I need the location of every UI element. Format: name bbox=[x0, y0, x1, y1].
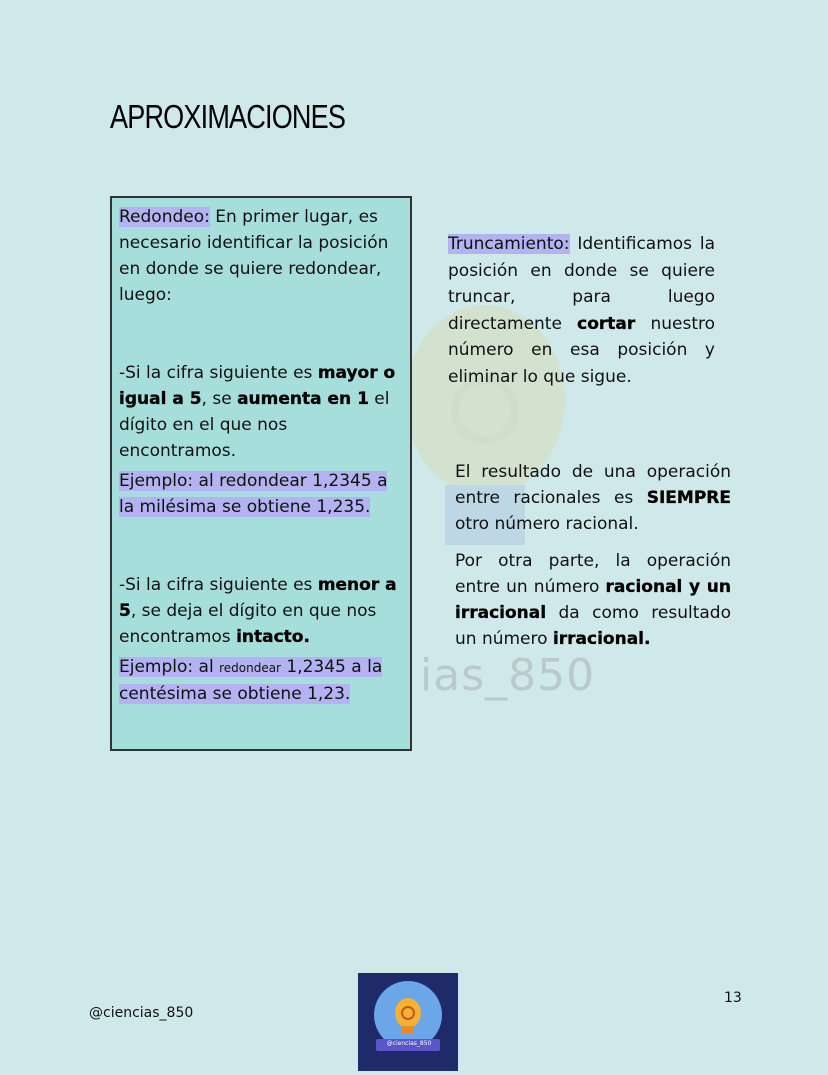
page-number: 13 bbox=[724, 990, 742, 1006]
racionales-text: El resultado de una operación entre racionales es bbox=[455, 462, 731, 508]
truncamiento-paragraph bbox=[448, 231, 715, 390]
rule-text: el dígito en el que nos encontramos. bbox=[119, 389, 390, 461]
example-2-part: Ejemplo: al bbox=[119, 657, 220, 677]
logo bbox=[358, 973, 458, 1071]
racionales-paragraph-2 bbox=[455, 548, 731, 652]
rule-text: -Si la cifra siguiente es bbox=[119, 363, 318, 383]
example-1 bbox=[119, 468, 404, 520]
racionales-bold: SIEMPRE bbox=[646, 488, 731, 508]
rule-bold: intacto. bbox=[236, 627, 310, 647]
example-2-small: redondear bbox=[219, 661, 281, 675]
example-2-text bbox=[119, 657, 382, 704]
redondeo-paragraph bbox=[119, 204, 404, 308]
truncamiento-bold: cortar bbox=[577, 313, 636, 334]
rule-text: , se bbox=[201, 389, 238, 409]
rule-bold: mayor o igual a 5 bbox=[119, 363, 396, 409]
redondeo-label: Redondeo: bbox=[119, 207, 210, 227]
racionales-paragraph-1 bbox=[455, 459, 731, 537]
rule-text: -Si la cifra siguiente es bbox=[119, 575, 318, 595]
racionales-bold: racional y un irracional bbox=[455, 577, 731, 623]
lightbulb-icon bbox=[358, 973, 458, 1071]
redondeo-intro: En primer lugar, es necesario identificar la posición en donde se quiere redondear, luego: bbox=[119, 207, 389, 305]
watermark-text: ias_850 bbox=[420, 650, 596, 701]
rule-mayor bbox=[119, 360, 404, 464]
racionales-text: otro número racional. bbox=[455, 514, 639, 534]
truncamiento-block bbox=[448, 231, 715, 390]
racionales-bold: irracional. bbox=[552, 629, 651, 649]
footer-handle: @ciencias_850 bbox=[89, 1005, 194, 1021]
redondeo-box bbox=[110, 196, 412, 751]
racionales-text: da como resultado un número bbox=[455, 603, 731, 649]
truncamiento-label: Truncamiento: bbox=[448, 234, 570, 254]
rule-text: , se deja el dígito en que nos encontramos bbox=[119, 601, 377, 647]
example-2-part: 1,2345 a la centésima se obtiene 1,23. bbox=[119, 657, 383, 704]
truncamiento-text: nuestro número en esa posición y eliminar lo que sigue. bbox=[448, 313, 716, 387]
logo-label: @ciencias_850 bbox=[386, 1040, 432, 1047]
rule-menor bbox=[119, 572, 404, 650]
example-2 bbox=[119, 654, 404, 707]
rule-bold: aumenta en 1 bbox=[237, 389, 369, 409]
racionales-block bbox=[455, 459, 731, 652]
page-title: APROXIMACIONES bbox=[110, 98, 346, 135]
example-1-text: Ejemplo: al redondear 1,2345 a la milésima se obtiene 1,235. bbox=[119, 471, 388, 517]
truncamiento-text: Identificamos la posición en donde se quiere truncar, para luego directamente bbox=[448, 234, 715, 334]
racionales-text: Por otra parte, la operación entre un número bbox=[455, 551, 731, 597]
rule-bold: menor a 5 bbox=[119, 575, 397, 621]
